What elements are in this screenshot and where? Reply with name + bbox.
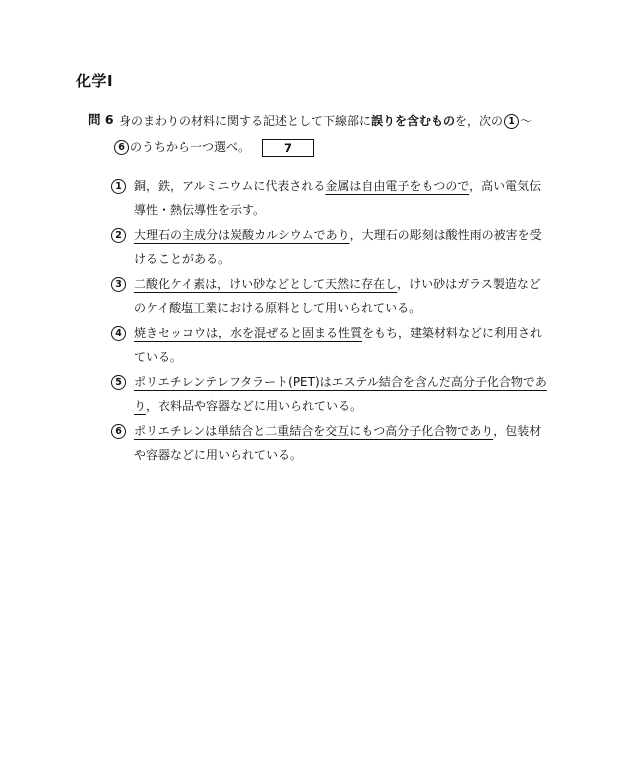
option-underlined-text: ポリエチレンテレフタラート(PET)はエステル結合を含んだ高分子化合物であり [134,375,547,413]
stem-line-2 [113,134,549,160]
option-text-after: ，衣料品や容器などに用いられている。 [146,399,363,413]
option-underlined-text: 焼きセッコウは，水を混ぜると固まる性質 [134,326,363,340]
option-text-after: ，大理石の彫刻は酸性雨の被害を受けることがある。 [134,228,542,266]
option-underlined-text: ポリエチレンは単結合と二重結合を交互にもつ高分子化合物であり [134,424,494,438]
option-text-after: ，高い電気伝導性・熱伝導性を示す。 [134,179,542,217]
option-marker: 1 [111,179,126,194]
question-number: 問 6 [88,112,114,127]
option-underlined-text: 大理石の主成分は炭酸カルシウムであり [134,228,350,242]
subject-title: 化学Ⅰ [76,72,114,90]
range-separator: ～ [520,114,533,128]
option-marker: 2 [111,228,126,243]
option-underlined-text: 金属は自由電子をもつので [325,179,470,193]
option-6 [108,419,548,467]
option-underlined-text: 二酸化ケイ素は，けい砂などとして天然に存在し [134,277,398,291]
option-marker: 6 [111,424,126,439]
option-3 [108,272,548,320]
range-start-marker: 1 [504,114,519,129]
option-5 [108,370,548,418]
stem-text-after: を，次の [455,114,504,128]
stem-text: 身のまわりの材料に関する記述として下線部に [119,114,372,128]
option-text-after: ，けい砂はガラス製造などのケイ酸塩工業における原料として用いられている。 [134,277,541,315]
range-end-marker: 6 [114,140,129,155]
option-marker: 3 [111,277,126,292]
stem-emphasis: 誤りを含むもの [371,114,456,128]
option-text-after: ，包装材や容器などに用いられている。 [134,424,542,462]
answer-box: 7 [262,139,314,157]
option-marker: 5 [111,375,126,390]
option-marker: 4 [111,326,126,341]
option-2 [108,223,548,271]
question-stem [119,108,549,160]
option-text-after: をもち，建築材料などに利用されている。 [134,326,543,364]
option-4 [108,321,548,369]
stem-end-text: のうちから一つ選べ。 [130,140,251,154]
option-text: 銅，鉄，アルミニウムに代表される [134,179,326,193]
option-1 [108,174,548,222]
options-list [108,174,548,468]
